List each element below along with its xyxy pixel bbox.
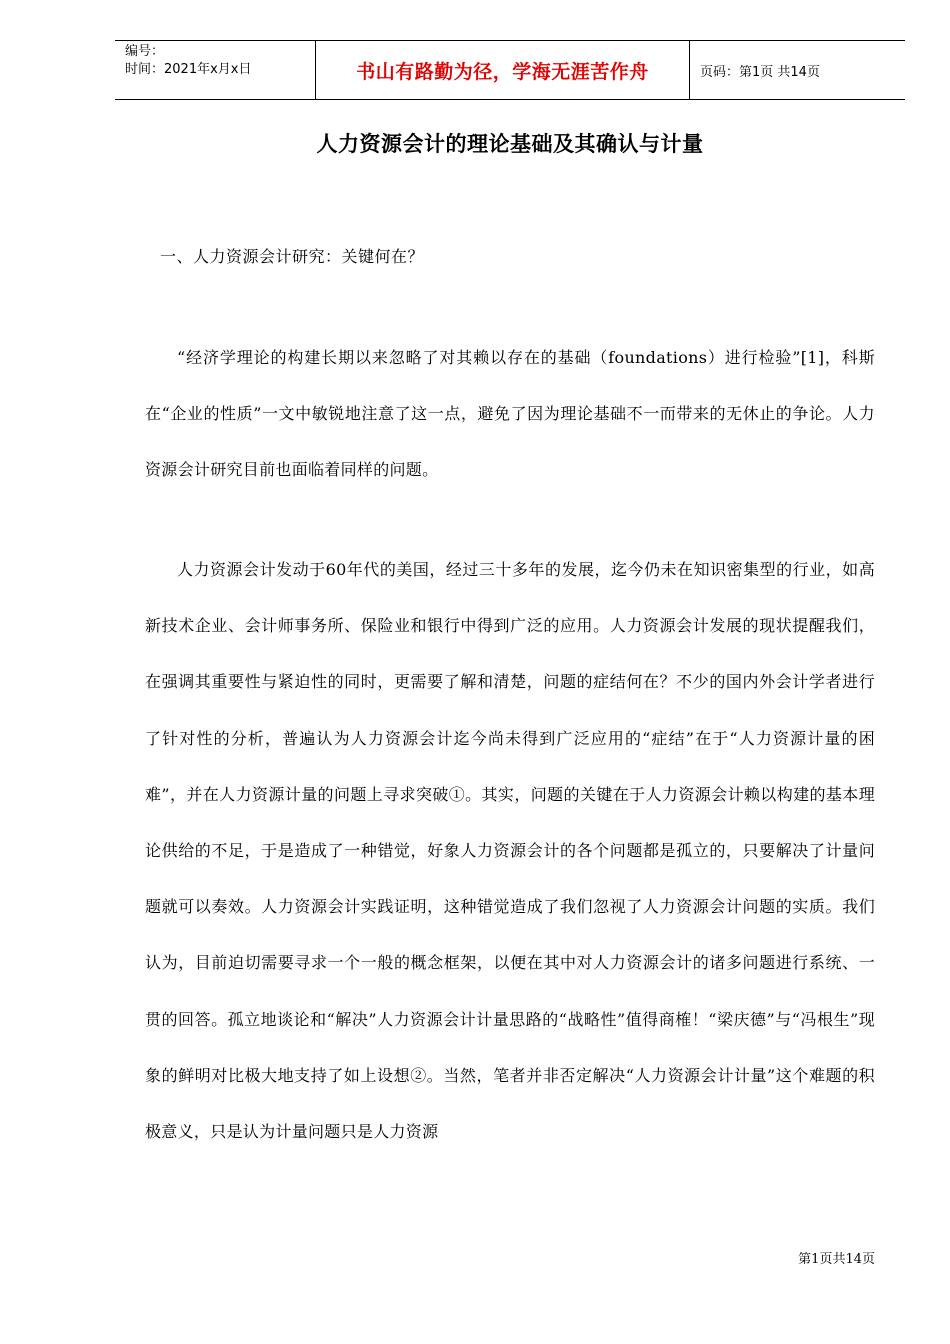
page-header <box>115 40 905 100</box>
page-footer: 第1页共14页 <box>798 1252 875 1267</box>
document-number-label: 编号： <box>125 44 165 59</box>
header-page-info: 页码：第1页 共14页 <box>700 64 820 80</box>
section-heading: 一、人力资源会计研究：关键何在？ <box>160 247 425 266</box>
document-title: 人力资源会计的理论基础及其确认与计量 <box>316 132 704 156</box>
document-time-label: 时间：2021年x月x日 <box>125 62 252 77</box>
paragraph-2: 人力资源会计发动于60年代的美国，经过三十多年的发展，迄今仍未在知识密集型的行业，如高新技术企业、会计师事务所、保险业和银行中得到广泛的应用。人力资源会计发展的现状提醒我们，在强调其重要性与紧迫性的同时，更需要了解和清楚，问题的症结何在？不少的国内外会计学者进行了针对性的分析，普遍认为人力资源会计迄今尚未得到广泛应用的“症结”在于“人力资源计量的困难”，并在人力资源计量的问题上寻求突破①。其实，问题的关键在于人力资源会计赖以构建的基本理论供给的不足，于是造成了一种错觉，好象人力资源会计的各个问题都是孤立的，只要解决了计量问题就可以奏效。人力资源会计实践证明，这种错觉造成了我们忽视了人力资源会计问题的实质。我们认为，目前迫切需要寻求一个一般的概念框架，以便在其中对人力资源会计的诸多问题进行系统、一贯的回答。孤立地谈论和“解决”人力资源会计计量思路的“战略性”值得商榷！“梁庆德”与“冯根生”现象的鲜明对比极大地支持了如上设想②。当然，笔者并非否定解决“人力资源会计计量”这个难题的积极意义，只是认为计量问题只是人力资源 <box>145 560 875 1142</box>
paragraph-1: “经济学理论的构建长期以来忽略了对其赖以存在的基础（foundations）进行检验”[1]，科斯在“企业的性质”一文中敏锐地注意了这一点，避免了因为理论基础不一而带来的无休止的争论。人力资源会计研究目前也面临着同样的问题。 <box>145 348 875 480</box>
header-motto: 书山有路勤为径，学海无涯苦作舟 <box>316 41 690 99</box>
header-meta <box>115 41 316 99</box>
